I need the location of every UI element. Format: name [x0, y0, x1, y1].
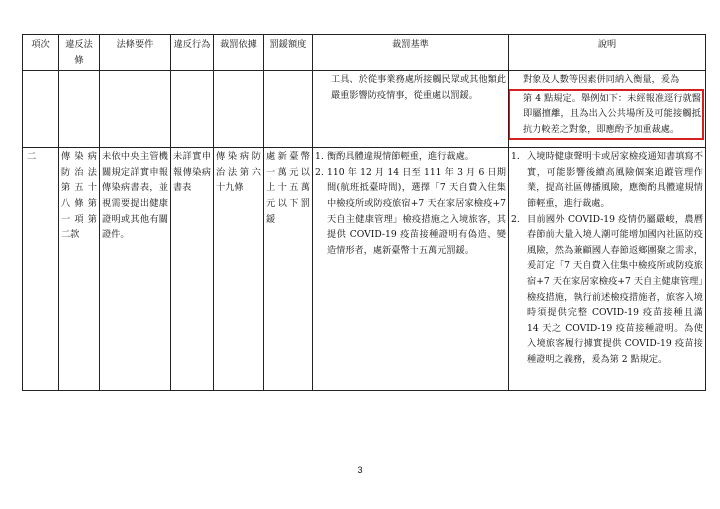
list-item-number: 2.	[511, 213, 520, 225]
penalty-standard-text: 工具、於從事業務處所接觸民眾或其他類此嚴重影響防疫情事，從重處以罰鍰。	[331, 74, 506, 101]
cell-penalty-standard	[313, 148, 509, 391]
table-row	[23, 71, 706, 148]
header-penalty-basis: 裁罰依據	[214, 35, 264, 71]
cell-fine: 處新臺幣一萬元以上十五萬元以下罰鍰	[264, 148, 313, 391]
cell-explanation	[509, 71, 706, 148]
table-header-row	[23, 35, 706, 71]
cell-fine	[264, 71, 313, 148]
list-item	[315, 165, 506, 259]
header-law: 違反法條	[59, 35, 100, 71]
cell-no: 二	[23, 148, 59, 391]
cell-explanation	[509, 148, 706, 391]
list-item-text: 衡酌具體違規情節輕重，進行裁處。	[327, 151, 474, 163]
cell-penalty-basis	[214, 71, 264, 148]
header-item-no: 項次	[23, 35, 59, 71]
cell-law	[59, 71, 100, 148]
header-penalty-standard: 裁罰基準	[313, 35, 509, 71]
page-number: 3	[357, 465, 363, 475]
list-item-text: 入境時健康聲明卡或居家檢疫通知書填寫不實，可能影響後續高風險個案追蹤管理作業，提高社區傳播風險，應衡酌具體違規情節輕重，進行裁處。	[527, 151, 703, 209]
list-item-number: 2.	[315, 166, 324, 178]
cell-requirement	[100, 71, 171, 148]
list-item	[511, 212, 703, 368]
cell-requirement: 未依中央主管機關規定詳實申報傳染病書表，並視需要提出健康證明或其他有關證件。	[100, 148, 171, 391]
cell-law: 傳染病防治法第五十八條第一項第二款	[59, 148, 100, 391]
explanation-list	[511, 149, 703, 367]
header-requirement: 法條要件	[100, 35, 171, 71]
penalty-standard-list	[315, 149, 506, 258]
highlight-box	[508, 89, 704, 140]
cell-violation: 未詳實申報傳染病書表	[171, 148, 214, 391]
explanation-highlight-text: 第 4 點規定。舉例如下：未經報准逕行就醫即屬擅離，且為出入公共場所及可能接觸抵抗力較差之對象，即應酌予加重裁處。	[523, 92, 701, 135]
cell-penalty-basis: 傳染病防治法第六十九條	[214, 148, 264, 391]
list-item	[315, 149, 506, 165]
cell-no	[23, 71, 59, 148]
cell-violation	[171, 71, 214, 148]
list-item-text: 目前國外 COVID-19 疫情仍屬嚴峻，農曆春節前大量入境人潮可能增加國內社區防疫風險，然為兼顧國人春節返鄉團聚之需求，爰訂定「7 天自費入住集中檢疫所或防疫旅宿+7 天在家居家檢疫+7 天自主健康管理」檢疫措施，執行前述檢疫措施者，旅客入境時須提供完整 COVID-19 疫苗接種且滿 14 天之 COVID-19 疫苗接種證明。為使入境旅客履行據實提供 COVID-19 疫苗接種證明之義務，爰為第 2 點規定。	[527, 213, 703, 365]
header-fine: 罰鍰額度	[264, 35, 313, 71]
cell-penalty-standard	[313, 71, 509, 148]
penalty-standards-table	[22, 34, 706, 391]
list-item-text: 110 年 12 月 14 日至 111 年 3 月 6 日期間(航班抵臺時間)，選擇「7 天自費入住集中檢疫所或防疫旅宿+7 天在家居家檢疫+7 天自主健康管理」檢疫措施之入境旅客，其提供 COVID-19 疫苗接種證明有偽造、變造情形者，處新臺幣十五萬元罰鍰。	[327, 166, 506, 256]
explanation-lead-text: 對象及人數等因素併同納入衡量，爰為	[523, 74, 680, 86]
header-violation: 違反行為	[171, 35, 214, 71]
list-item-number: 1.	[315, 151, 324, 163]
list-item	[511, 149, 703, 211]
list-item-number: 1.	[511, 151, 520, 163]
table-row	[23, 148, 706, 391]
header-explanation: 說明	[509, 35, 706, 71]
